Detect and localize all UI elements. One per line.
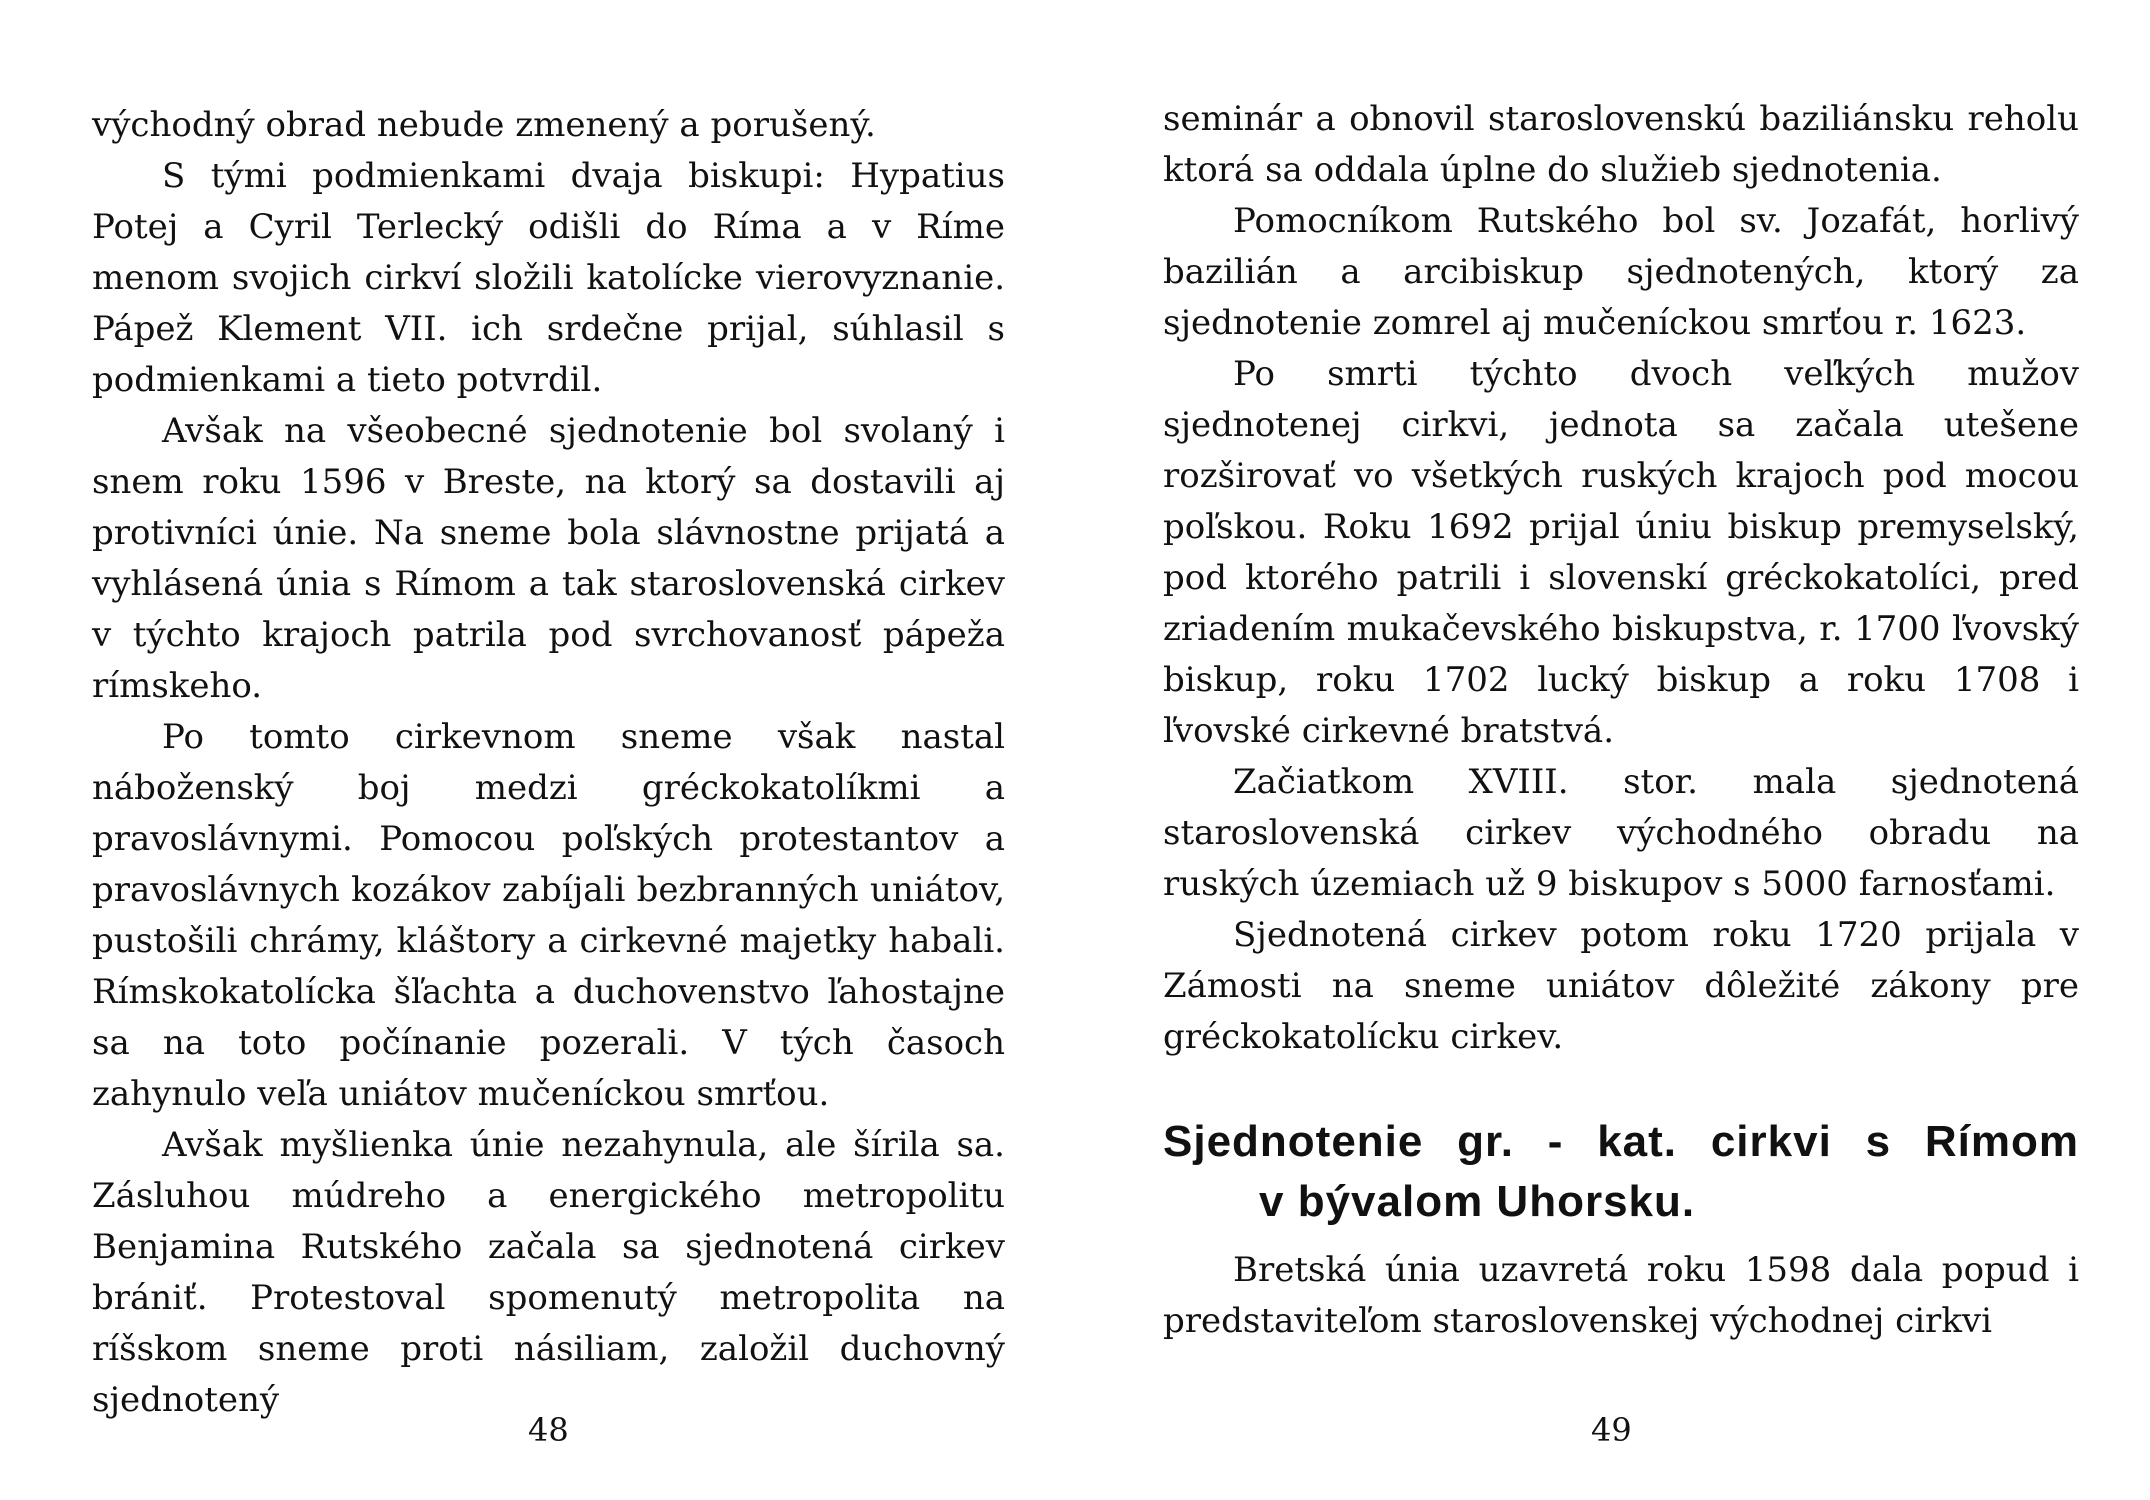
page-number: 48	[528, 1411, 569, 1449]
right-page-text-lower	[1163, 1245, 2079, 1347]
paragraph: Sjednotená cirkev potom roku 1720 prijala v Zámosti na sneme uniátov dôležité zákony pre gréckokatolícku cirkev.	[1163, 915, 2079, 1057]
paragraph: Pomocníkom Rutského bol sv. Jozafát, horlivý bazilián a arcibiskup sjednotených, ktorý za sjednotenie zomrel aj mučeníckou smrťou r. 1623.	[1163, 201, 2079, 343]
page-number: 49	[1591, 1411, 1632, 1449]
section-heading-line-1: Sjednotenie gr. - kat. cirkvi s Rímom	[1163, 1117, 2079, 1166]
paragraph: seminár a obnovil staroslovenskú baziliánsku reholu ktorá sa oddala úplne do služieb sjednotenia.	[1163, 99, 2079, 190]
section-heading	[1163, 1112, 2079, 1232]
paragraph: východný obrad nebude zmenený a porušený.	[92, 105, 876, 145]
paragraph: Po smrti týchto dvoch veľkých mužov sjednotenej cirkvi, jednota sa začala utešene rozširovať vo všetkých ruských krajoch pod mocou poľskou. Roku 1692 prijal úniu biskup premyselský, pod ktorého patrili i slovenskí gréckokatolíci, pred zriadením mukačevského biskupstva, r. 1700 ľvovský biskup, roku 1702 lucký biskup a roku 1708 i ľvovské cirkevné bratstvá.	[1163, 354, 2079, 751]
paragraph: Bretská únia uzavretá roku 1598 dala popud i predstaviteľom staroslovenskej východnej cirkvi	[1163, 1250, 2079, 1341]
paragraph: Avšak na všeobecné sjednotenie bol svolaný i snem roku 1596 v Breste, na ktorý sa dostavili aj protivníci únie. Na sneme bola slávnostne prijatá a vyhlásená únia s Rímom a tak staroslovenská cirkev v týchto krajoch patrila pod svrchovanosť pápeža rímskeho.	[92, 411, 1005, 706]
right-page-text-upper	[1163, 94, 2079, 1063]
right-page	[1075, 0, 2150, 1500]
paragraph: Avšak myšlienka únie nezahynula, ale šírila sa. Zásluhou múdreho a energického metropolitu Benjamina Rutského začala sa sjednotená cirkev brániť. Protestoval spomenutý metropolita na ríšskom sneme proti násiliam, založil duchovný sjednotený	[92, 1125, 1005, 1420]
left-page-text	[92, 100, 1005, 1426]
section-heading-line-2: v bývalom Uhorsku.	[1259, 1177, 1696, 1226]
paragraph: S tými podmienkami dvaja biskupi: Hypatius Potej a Cyril Terlecký odišli do Ríma a v Ríme menom svojich cirkví složili katolícke vierovyznanie. Pápež Klement VII. ich srdečne prijal, súhlasil s podmienkami a tieto potvrdil.	[92, 156, 1005, 400]
paragraph: Začiatkom XVIII. stor. mala sjednotená staroslovenská cirkev východného obradu na ruských územiach už 9 biskupov s 5000 farnosťami.	[1163, 762, 2079, 904]
paragraph: Po tomto cirkevnom sneme však nastal náboženský boj medzi gréckokatolíkmi a pravoslávnymi. Pomocou poľských protestantov a pravoslávnych kozákov zabíjali bezbranných uniátov, pustošili chrámy, kláštory a cirkevné majetky habali. Rímskokatolícka šľachta a duchovenstvo ľahostajne sa na toto počínanie pozerali. V tých časoch zahynulo veľa uniátov mučeníckou smrťou.	[92, 717, 1005, 1114]
